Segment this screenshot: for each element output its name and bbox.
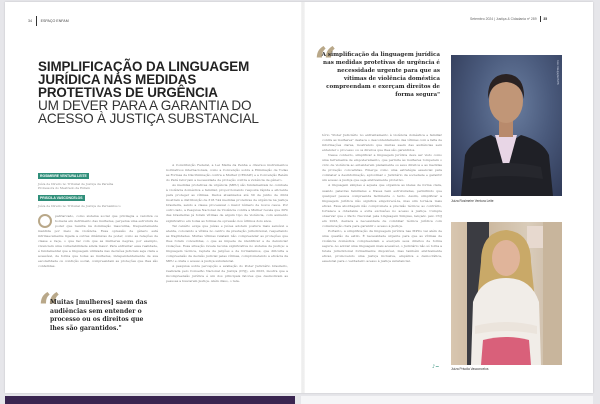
author-role: Juíza de Direito no Tribunal de Justiça de Pernambuco [38, 204, 121, 208]
header-divider [36, 16, 37, 26]
author-block [38, 186, 121, 208]
section-label: ESPAÇO ENFAM [40, 19, 69, 23]
left-page-number: 34 [28, 19, 32, 23]
author-name: PRISCILA VASCONCELOS [40, 196, 83, 200]
title-line: PROTETIVAS DE URGÊNCIA [38, 85, 218, 100]
paragraph: A linguagem simples é aquela que organiza as ideias de forma clara, usando palavras familiares e frases bem estruturadas, permitindo que qualquer pessoa compreenda facilmente o texto. Assim, simplificar a linguagem jurídica não significa empobrecê-la, mas sim torná-la mais eficaz. Essa abordagem não compromete a precisão técnica; ao contrário, fortalece a cidadania e evita exclusões no acesso à justiça. Cumpre observar que o Pacto Nacional pela Linguagem Simples, lançado pelo CNJ em 2023, destaca a necessidade de combinar técnica jurídica com comunicação clara para garantir o acesso à justiça. [322, 183, 442, 228]
paragraph: patriarcado, como sistema social que privilegia e valoriza os homens em detrimento das mulheres, perpetua uma estrutura de poder que resulta na dominação masculina, frequentemente mantida por meio da violência. Essa opressão de gênero está intrinsecamente ligada a outras dinâmicas de poder, como as relações de classe e raça, o que faz com que as mulheres negras, por exemplo, vivenciem uma vulnerabilidade ainda maior. Para enfrentar essa realidade, é fundamental que a linguagem utilizada nas decisões judiciais seja clara e acessível, de forma que todas as mulheres, independentemente de sua escolaridade ou condição social, compreendam as proteções que lhes são conferidas. [38, 214, 158, 269]
author-name: ROSIMEIRE VENTURA LEITE [40, 174, 87, 178]
drop-cap-o [38, 214, 52, 228]
right-page-number: 35 [543, 17, 548, 21]
portrait-illustration [451, 55, 562, 196]
photo-caption: Juíza Priscila Vasconcelos [451, 367, 489, 371]
left-page-header [28, 16, 69, 26]
title-line: JURÍDICA NAS MEDIDAS [38, 72, 197, 87]
paragraph: A pesquisa sobre percepção e avaliação do Poder Judiciário brasileiro, realizada pelo Conselho Nacional de Justiça (CNJ), em 2023, mostra que a incompreensão jurídica é um dos principais fatores que desmotivam as pessoas a buscarem justiça. Além disso, o rela- [166, 263, 288, 284]
right-page-header [470, 16, 547, 22]
pull-quote-text: A simplificação da linguagem jurídica nas medidas protetivas de urgência é necessidade urgente para que as vítimas de violência doméstica compreendam e exerçam direitos de forma segura" [321, 52, 440, 98]
pull-quote-right [314, 39, 440, 99]
author-role: Juíza de Direito no Tribunal de Justiça da Paraíba [38, 182, 114, 186]
photo-caption: Juíza Rosimeire Ventura Leite [451, 199, 494, 203]
pull-quote-text: Muitas [mulheres] saem das audiências sem entender o processo ou os direitos que lhes são garantidos." [50, 299, 148, 332]
article-column-2 [166, 163, 288, 284]
subtitle-line: UM DEVER PARA A GARANTIA DO [38, 98, 252, 113]
quote-mark-icon: “ [38, 285, 62, 332]
title-line: SIMPLIFICAÇÃO DA LINGUAGEM [38, 59, 250, 74]
photo-priscila [451, 222, 562, 365]
header-divider [540, 16, 541, 22]
paragraph: As medidas protetivas de urgência (MPU) são fundamentais no combate à violência doméstica e familiar, proporcionando resposta rápida e eficiente para proteger as vítimas. Dados atualizados até 30 de junho de 2024 mostram a distribuição de 318.744 medidas protetivas de urgência na justiça brasileira, sendo a classe processual o maior número de novos casos. Por outro lado, a Pesquisa Nacional de Violência contra a Mulher revela que 30% das brasileiras já foram vítimas de algum tipo de violência, com aumento significativo em todas as formas de opressão nos últimos dois anos. [166, 183, 288, 223]
article-end-mark-icon: ♪~ [432, 364, 440, 370]
subtitle-line: ACESSO À JUSTIÇA SUBSTANCIAL [38, 111, 259, 126]
paragraph: Nesse contexto, simplificar a linguagem jurídica deve ser visto como uma ferramenta de empoderamento, que permite às mulheres romperem o ciclo de violência ao entenderem plenamente os seus direitos e as medidas de proteção concedidas. Emerge como uma estratégia essencial para combater a desinformação, aproximar o Judiciário da sociedade e garantir um acesso à justiça que seja efetivamente protetivo. [322, 153, 442, 183]
article-column-1 [38, 214, 158, 270]
page-gutter [301, 2, 305, 393]
paragraph: A Constituição Federal, a Lei Maria da Penha e diversos instrumentos normativos internacionais, como a Convenção sobre a Eliminação de Todas as Formas de Discriminação contra a Mulher (CEDAW) e a Convenção Belém do Pará reforçam a necessidade de proteção contra a violência de gênero. [166, 163, 288, 183]
issue-info: Setembro 2024 | Justiça & Cidadania nº 289 [470, 17, 537, 21]
paragraph: Portanto, a simplificação da linguagem jurídica nas MPUs vai além de uma questão de estilo. É necessidade urgente para que as vítimas de violência doméstica compreendam e exerçam seus direitos de forma segura. Ao adotar uma linguagem mais acessível, o Judiciário não só torna a tutela jurisdicional formalmente disponível, mas também efetivamente eficaz, promovendo uma justiça inclusiva, empática e democrática, essencial para o verdadeiro acesso à justiça substancial. [322, 228, 443, 264]
photo-rosimeire [451, 55, 562, 196]
paragraph: tório "Poder Judiciário no enfrentamento à violência doméstica e familiar contra as mulheres" destaca o descontentamento das vítimas com a falta de informações claras, mostrando que muitas saem das audiências sem entender o processo ou os direitos que lhes são garantidos. [322, 133, 442, 153]
next-spread-edge [301, 396, 593, 404]
article-column-3 [322, 133, 442, 264]
article-title [38, 60, 298, 125]
pull-quote-left [38, 285, 155, 333]
author-role: Professora do Mestrado da Enfam [38, 186, 90, 190]
portrait-illustration [451, 222, 562, 365]
quote-mark-icon: “ [314, 39, 338, 86]
paragraph: Tal cenário exige que juízas e juízes adotem postura mais sensível e atenta, colocando a vítima no centro da prestação jurisdicional, respeitando as fragilidades. Muitas vítimas relatam não compreender as proteções que lhes foram concedidas, o que as impede de identificar e de denunciar violações. Essa situação revela lacuna significativa no sistema de justiça: a linguagem técnica, repleta de jargões e de formalismos, que dificulta a compreensão da decisão judicial pelas vítimas, comprometendo a eficácia da MPU e obsta o acesso à justiça substancial. [166, 223, 288, 263]
next-spread-edge [5, 396, 295, 404]
photo-credit: Foto: Divulgação/TJPB [556, 60, 559, 85]
